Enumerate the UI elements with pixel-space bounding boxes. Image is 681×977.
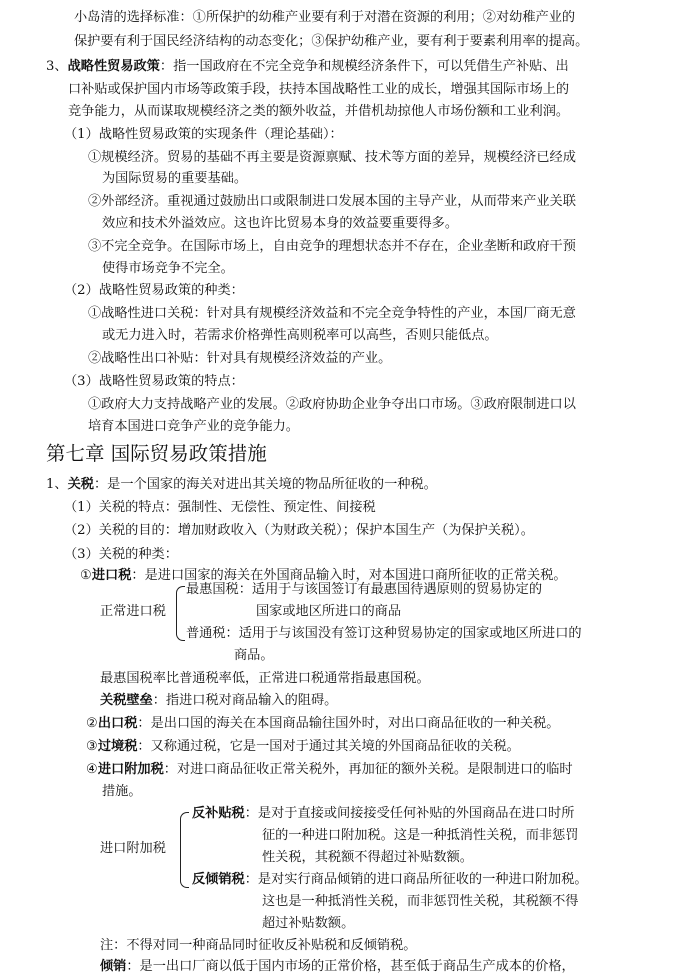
tariff-barrier-def: ：指进口税对商品输入的阻碍。 — [152, 693, 338, 709]
tariff-features: （1）关税的特点：强制性、无偿性、预定性、间接税 — [64, 499, 376, 515]
normal-import-tax-label: 正常进口税 — [100, 604, 166, 620]
antidumping-line-3: 超过补贴数额。 — [262, 916, 355, 932]
dumping-term: 倾销 — [100, 959, 127, 975]
features-line-2: 培育本国进口竞争产业的竞争能力。 — [88, 419, 299, 435]
tariff-number: 1、 — [46, 476, 68, 492]
countervailing-def: ：是对于直接或间接接受任何补贴的外国商品在进口时所 — [244, 806, 575, 822]
type-1-line-2: 或无力进入时，若需求价格弹性高则税率可以高些，否则只能低点。 — [102, 328, 498, 344]
transit-tax — [86, 737, 520, 757]
tariff-barrier-term: 关税壁垒 — [100, 693, 153, 709]
tariff-definition — [46, 475, 437, 495]
import-tax-mark: ① — [80, 567, 92, 583]
dumping-def: ：是一出口厂商以低于国内市场的正常价格，甚至低于商品生产成本的价格， — [126, 959, 575, 975]
features-heading: （3）战略性贸易政策的特点： — [64, 374, 244, 390]
condition-3-line-2: 使得市场竞争不完全。 — [102, 261, 234, 277]
tariff-term: 关税 — [67, 476, 94, 492]
condition-1-line-2: 为国际贸易的重要基础。 — [102, 171, 248, 187]
antidumping-line-1 — [192, 870, 588, 890]
export-tax-def: ：是出口国的海关在本国商品输往国外时，对出口商品征收的一种关税。 — [137, 716, 560, 732]
mfn-tax-line-2: 国家或地区所进口的商品 — [256, 604, 402, 620]
antidumping-term: 反倾销税 — [192, 872, 245, 888]
intro-line-1: 小岛清的选择标准：①所保护的幼稚产业要有利于对潜在资源的利用；②对幼稚产业的 — [74, 9, 576, 25]
mfn-tax-line-1: 最惠国税：适用于与该国签订有最惠国待遇原则的贸易协定的 — [186, 582, 543, 598]
tariff-barrier — [100, 691, 337, 711]
section-3-term: 战略性贸易政策 — [67, 58, 160, 74]
import-surtax-line-2: 措施。 — [102, 784, 142, 800]
section-3-definition-start: ：指一国政府在不完全竞争和规模经济条件下，可以凭借生产补贴、出 — [159, 58, 569, 74]
import-surtax-def: ：对进口商品征收正常关税外，再加征的额外关税。是限制进口的临时 — [163, 762, 573, 778]
general-tax-line-1: 普通税：适用于与该国没有签订这种贸易协定的国家或地区所进口的 — [186, 626, 582, 642]
condition-2-line-2: 效应和技术外溢效应。这也许比贸易本身的效益要重要得多。 — [102, 216, 459, 232]
antidumping-def: ：是对实行商品倾销的进口商品所征收的一种进口附加税。 — [244, 872, 588, 888]
antidumping-line-2: 这也是一种抵消性关税，而非惩罚性关税，其税额不得 — [262, 894, 579, 910]
tariff-purpose: （2）关税的目的：增加财政收入（为财政关税）；保护本国生产（为保护关税）。 — [64, 522, 534, 538]
general-tax-line-2: 商品。 — [234, 648, 274, 664]
import-tax-term: 进口税 — [91, 567, 132, 583]
chapter-title: 第七章 国际贸易政策措施 — [46, 442, 267, 466]
condition-2-line-1: ②外部经济。重视通过鼓励出口或限制进口发展本国的主导产业，从而带来产业关联 — [88, 194, 576, 210]
import-surtax-line-1 — [86, 760, 573, 780]
types-heading: （2）战略性贸易政策的种类： — [64, 283, 244, 299]
normal-import-tax-brace — [176, 586, 185, 642]
section-3-line-3: 竞争能力，从而谋取规模经济之类的额外收益，并借机劫掠他人市场份额和工业利润。 — [68, 104, 570, 120]
export-tax-mark: ② — [86, 716, 98, 732]
intro-line-2: 保护要有利于国民经济结构的动态变化；③保护幼稚产业，要有利于要素利用率的提高。 — [74, 33, 589, 49]
import-surtax-term: 进口附加税 — [97, 762, 164, 778]
type-1-line-1: ①战略性进口关税：针对具有规模经济效益和不完全竞争特性的产业，本国厂商无意 — [88, 306, 576, 322]
condition-1-line-1: ①规模经济。贸易的基础不再主要是资源禀赋、技术等方面的差异，规模经济已经成 — [88, 150, 576, 166]
features-line-1: ①政府大力支持战略产业的发展。②政府协助企业争夺出口市场。③政府限制进口以 — [88, 397, 576, 413]
transit-tax-mark: ③ — [86, 739, 98, 755]
tariff-types-heading: （3）关税的种类： — [64, 546, 178, 562]
import-surtax-group-label: 进口附加税 — [100, 840, 166, 856]
export-tax-term: 出口税 — [97, 716, 138, 732]
export-tax — [86, 714, 559, 734]
dumping-definition — [100, 957, 575, 977]
countervailing-line-3: 性关税，其税额不得超过补贴数额。 — [262, 850, 473, 866]
section-3-line-2: 口补贴或保护国内市场等政策手段，扶持本国战略性工业的成长，增强其国际市场上的 — [68, 81, 570, 97]
transit-tax-term: 过境税 — [97, 739, 138, 755]
countervailing-line-2: 征的一种进口附加税。这是一种抵消性关税，而非惩罚 — [262, 828, 579, 844]
section-3-line-1 — [46, 57, 569, 77]
import-tax-def: ：是进口国家的海关在外国商品输入时，对本国进口商所征收的正常关税。 — [131, 567, 567, 583]
type-2-line: ②战略性出口补贴：针对具有规模经济效益的产业。 — [88, 351, 392, 367]
surtax-note: 注：不得对同一种商品同时征收反补贴税和反倾销税。 — [100, 938, 417, 954]
tariff-def-text: ：是一个国家的海关对进出其关境的物品所征收的一种税。 — [93, 476, 437, 492]
transit-tax-def: ：又称通过税，它是一国对于通过其关境的外国商品征收的关税。 — [137, 739, 520, 755]
conditions-heading: （1）战略性贸易政策的实现条件（理论基础）： — [64, 127, 343, 143]
mfn-note: 最惠国税率比普通税率低，正常进口税通常指最惠国税。 — [100, 671, 430, 687]
section-3-number: 3、 — [46, 58, 68, 74]
import-surtax-mark: ④ — [86, 762, 98, 778]
import-surtax-brace — [180, 812, 189, 889]
condition-3-line-1: ③不完全竞争。在国际市场上，自由竞争的理想状态并不存在，企业垄断和政府干预 — [88, 239, 576, 255]
countervailing-line-1 — [192, 804, 574, 824]
countervailing-term: 反补贴税 — [192, 806, 245, 822]
